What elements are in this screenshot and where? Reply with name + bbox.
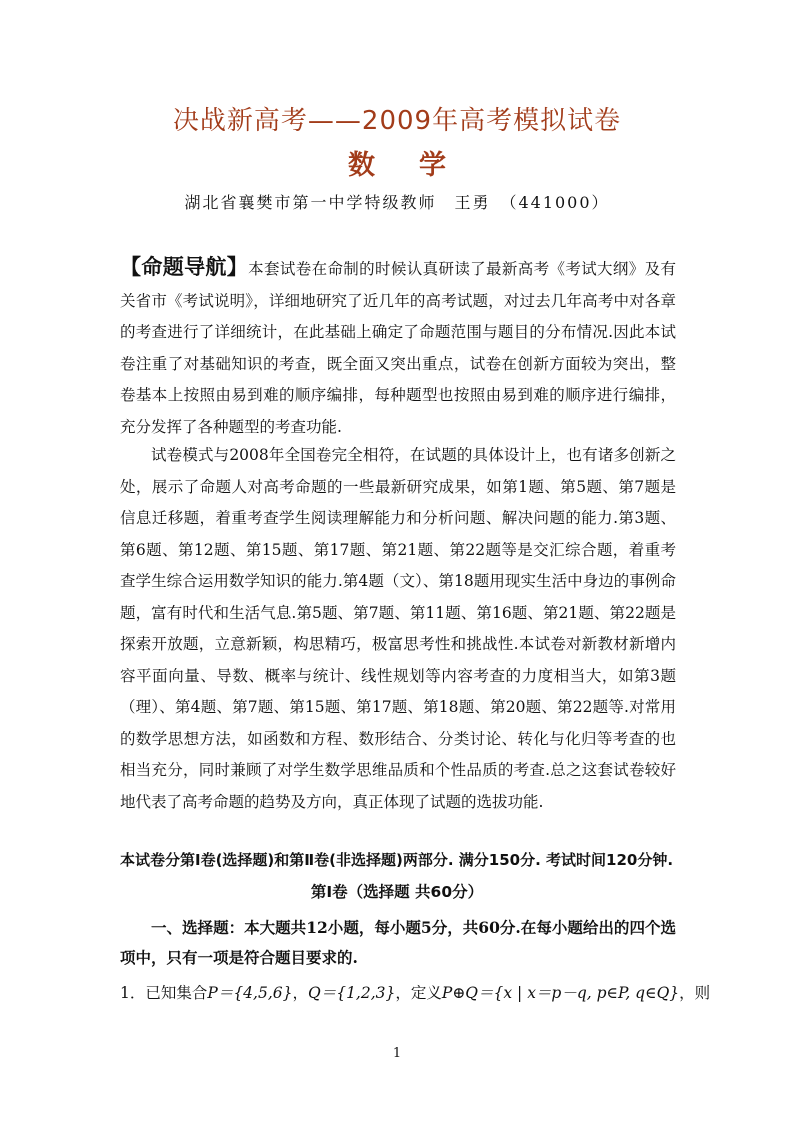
- question-text-b: ，定义: [395, 984, 442, 1002]
- question-text-c: ，则: [679, 984, 711, 1002]
- intro-paragraph-1: [120, 252, 676, 443]
- question-1: [120, 980, 711, 1006]
- subject-title: 数学: [348, 150, 490, 181]
- author-line: 湖北省襄樊市第一中学特级教师 王勇 （441000）: [184, 193, 610, 212]
- exam-note: 本试卷分第Ⅰ卷(选择题)和第Ⅱ卷(非选择题)两部分. 满分150分. 考试时间120分钟.: [120, 851, 674, 869]
- question-number: 1．: [120, 984, 146, 1002]
- intro-paragraph-1-text: 本套试卷在命制的时候认真研读了最新高考《考试大纲》及有关省市《考试说明》，详细地研究了近几年的高考试题，对过去几年高考中对各章的考查进行了详细统计，在此基础上确定了命题范围与题目的分布情况.因此本试卷注重了对基础知识的考查，既全面又突出重点，试卷在创新方面较为突出，整卷基本上按照由易到难的顺序编排，每种题型也按照由易到难的顺序进行编排，充分发挥了各种题型的考查功能.: [120, 260, 676, 436]
- document-title: 决战新高考——2009年高考模拟试卷: [172, 106, 622, 136]
- instructions: 一、选择题：本大题共12小题，每小题5分，共60分.在每小题给出的四个选项中，只有一项是符合题目要求的.: [120, 918, 676, 967]
- intro-paragraph-2: 试卷模式与2008年全国卷完全相符，在试题的具体设计上，也有诸多创新之处，展示了命题人对高考命题的一些最新研究成果，如第1题、第5题、第7题是信息迁移题，着重考查学生阅读理解能力和分析问题、解决问题的能力.第3题、第6题、第12题、第15题、第17题、第21题、第22题等是交汇综合题，着重考查学生综合运用数学知识的能力.第4题（文）、第18题用现实生活中身边的事例命题，富有时代和生活气息.第5题、第7题、第11题、第16题、第21题、第22题是探索开放题，立意新颖，构思精巧，极富思考性和挑战性.本试卷对新教材新增内容平面向量、导数、概率与统计、线性规划等内容考查的力度相当大，如第3题（理）、第4题、第7题、第15题、第17题、第18题、第20题、第22题等.对常用的数学思想方法，如函数和方程、数形结合、分类讨论、转化与化归等考查的也相当充分，同时兼顾了对学生数学思维品质和个性品质的考查.总之这套试卷较好地代表了高考命题的趋势及方向，真正体现了试题的选拔功能.: [120, 446, 676, 811]
- section-title: 第Ⅰ卷（选择题 共60分）: [310, 883, 484, 901]
- page-number: 1: [392, 1046, 402, 1061]
- set-q: Q＝{1,2,3}: [308, 984, 396, 1002]
- set-definition: P⊕Q＝{x | x＝p－q, p∈P, q∈Q}: [441, 984, 680, 1002]
- question-sep-1: ，: [292, 984, 308, 1002]
- set-p: P＝{4,5,6}: [207, 984, 293, 1002]
- intro-heading: 【命题导航】: [120, 255, 249, 279]
- question-text-a: 已知集合: [145, 984, 208, 1002]
